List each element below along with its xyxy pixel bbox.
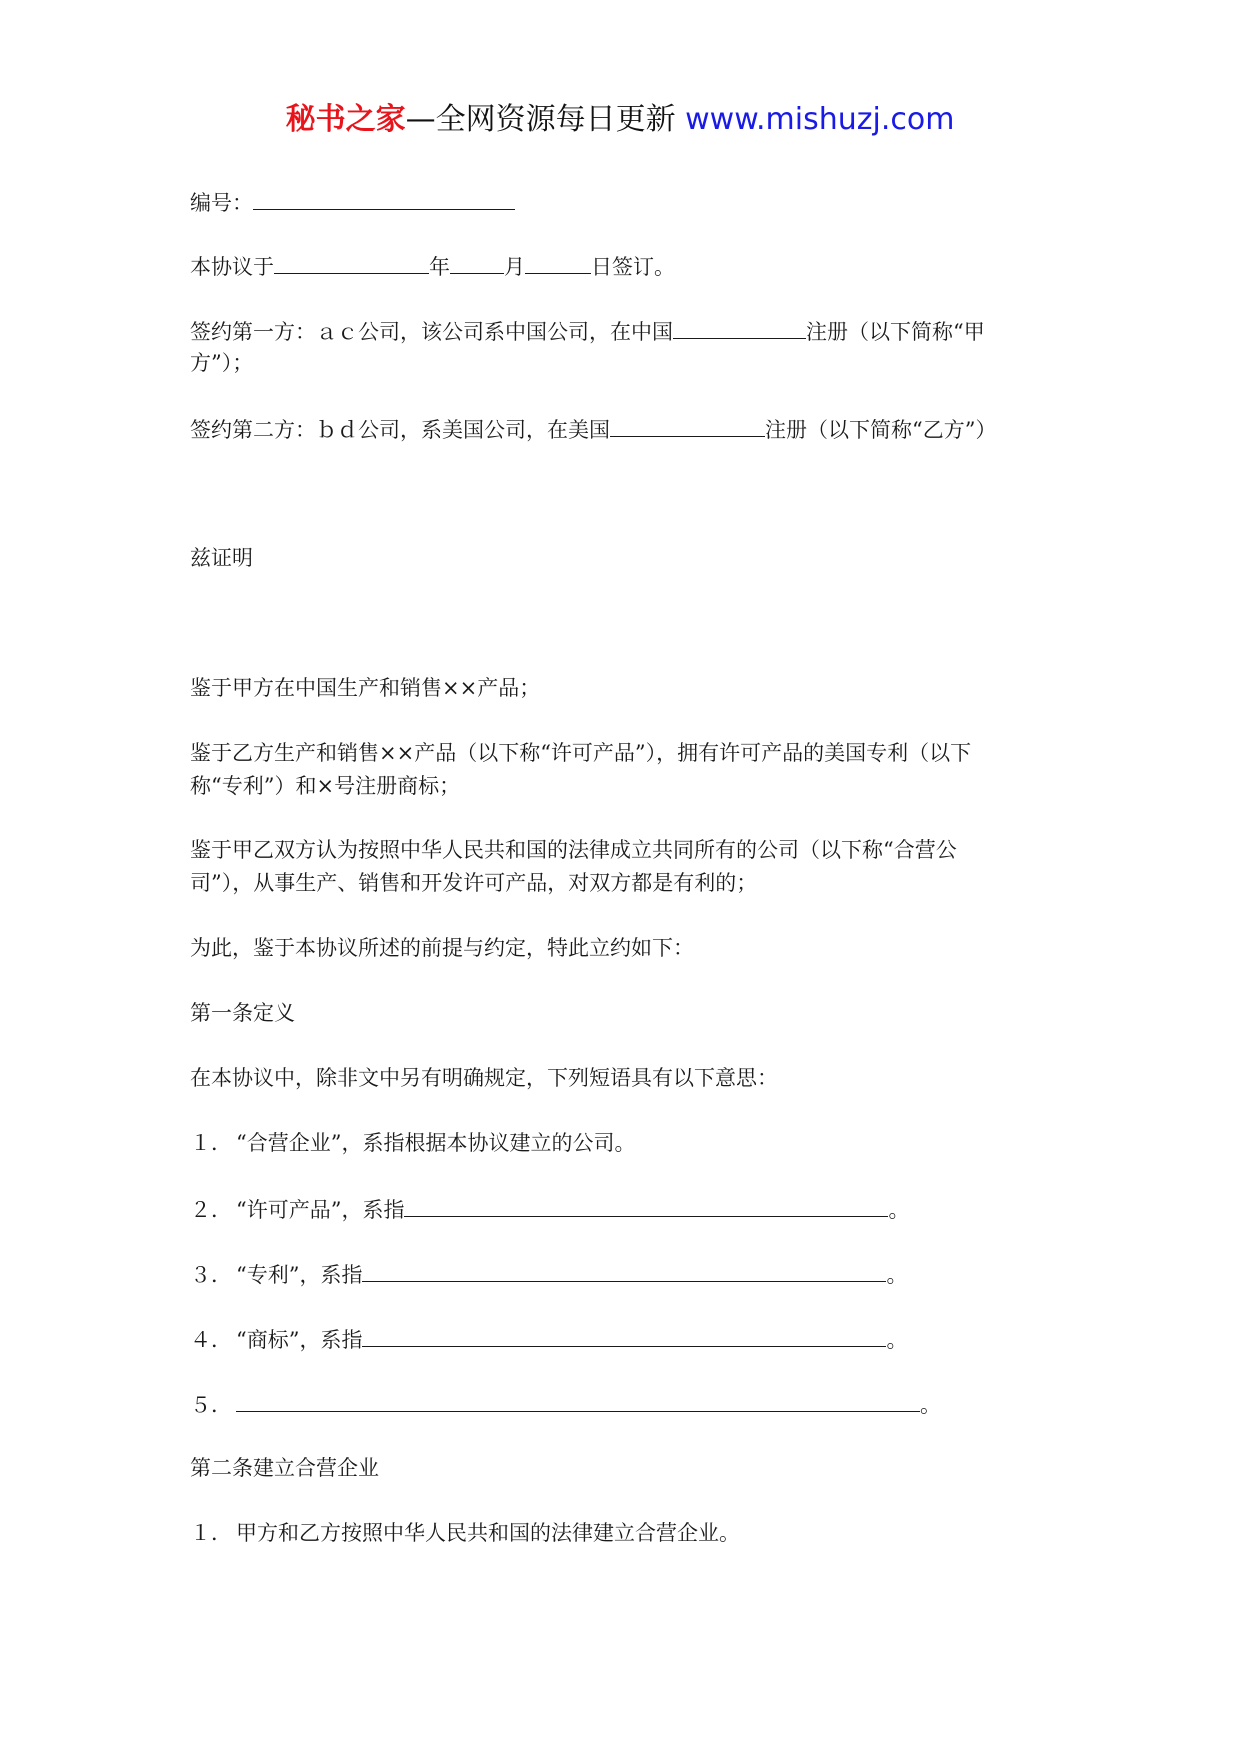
trademark-blank[interactable] [362,1326,886,1347]
item-text: “商标”，系指 [236,1328,363,1352]
first-party-line [190,318,985,344]
day-blank[interactable] [525,253,591,274]
recital-4: 为此，鉴于本协议所述的前提与约定，特此立约如下： [190,936,694,960]
article-2-title: 第二条建立合营企业 [190,1456,379,1480]
item-end: 。 [886,1263,908,1287]
recital-2-line-1: 鉴于乙方生产和销售××产品（以下称“许可产品”），拥有许可产品的美国专利（以下 [190,741,972,765]
year-blank[interactable] [274,253,429,274]
item-end: 。 [888,1198,910,1222]
second-party-registration-blank[interactable] [610,416,765,437]
item-number: ５． [190,1393,232,1417]
contract-number-line [190,189,515,215]
licensed-product-blank[interactable] [404,1196,888,1217]
definition-item-3 [190,1261,907,1287]
second-party-line [190,416,996,442]
date-prefix: 本协议于 [190,255,274,279]
contract-number-blank[interactable] [253,189,515,210]
second-party-text-2: 注册（以下简称“乙方”） [765,418,997,442]
date-year-label: 年 [429,255,450,279]
recital-3-line-2: 司”），从事生产、销售和开发许可产品，对双方都是有利的； [190,871,758,895]
recital-2-line-2: 称“专利”）和×号注册商标； [190,774,461,798]
item-number: １． [190,1521,232,1545]
item-text: “许可产品”，系指 [236,1198,405,1222]
signing-date-line [190,253,675,279]
site-banner [0,100,1240,140]
banner-url[interactable]: www.mishuzj.com [685,102,955,137]
item-end: 。 [920,1393,941,1417]
article-2-item-1 [190,1521,740,1545]
item-number: ４． [190,1328,232,1352]
item-number: ３． [190,1263,232,1287]
recital-1: 鉴于甲方在中国生产和销售××产品； [190,676,541,700]
first-party-line-2 [190,351,253,375]
item-text: 甲方和乙方按照中华人民共和国的法律建立合营企业。 [236,1521,740,1545]
first-party-registration-blank[interactable] [673,318,806,339]
item-end: 。 [886,1328,908,1352]
first-party-text: 签约第一方：ａｃ公司，该公司系中国公司，在中国 [190,320,673,344]
definition-item-4 [190,1326,907,1352]
item-text: “专利”，系指 [236,1263,363,1287]
month-blank[interactable] [450,253,504,274]
recital-3-line-1: 鉴于甲乙双方认为按照中华人民共和国的法律成立共同所有的公司（以下称“合营公 [190,838,957,862]
date-day-label: 日签订。 [591,255,675,279]
definition-item-2 [190,1196,909,1222]
contract-number-label: 编号： [190,191,253,215]
second-party-text: 签约第二方：ｂｄ公司，系美国公司，在美国 [190,418,610,442]
first-party-text-2: 注册（以下简称“甲 [806,320,985,344]
definition-item-1 [190,1131,635,1155]
witness-heading: 兹证明 [190,546,253,570]
banner-tagline: —全网资源每日更新 [405,102,686,137]
item-number: ２． [190,1198,232,1222]
date-month-label: 月 [504,255,525,279]
item-number: １． [190,1131,232,1155]
banner-brand: 秘书之家 [285,102,406,137]
first-party-text-3: 方”）； [190,351,254,375]
definition-item-5 [190,1391,941,1417]
definition-5-blank[interactable] [236,1391,920,1412]
article-1-intro: 在本协议中，除非文中另有明确规定，下列短语具有以下意思： [190,1066,778,1090]
item-text: “合营企业”，系指根据本协议建立的公司。 [236,1131,636,1155]
patent-blank[interactable] [362,1261,886,1282]
article-1-title: 第一条定义 [190,1001,295,1025]
